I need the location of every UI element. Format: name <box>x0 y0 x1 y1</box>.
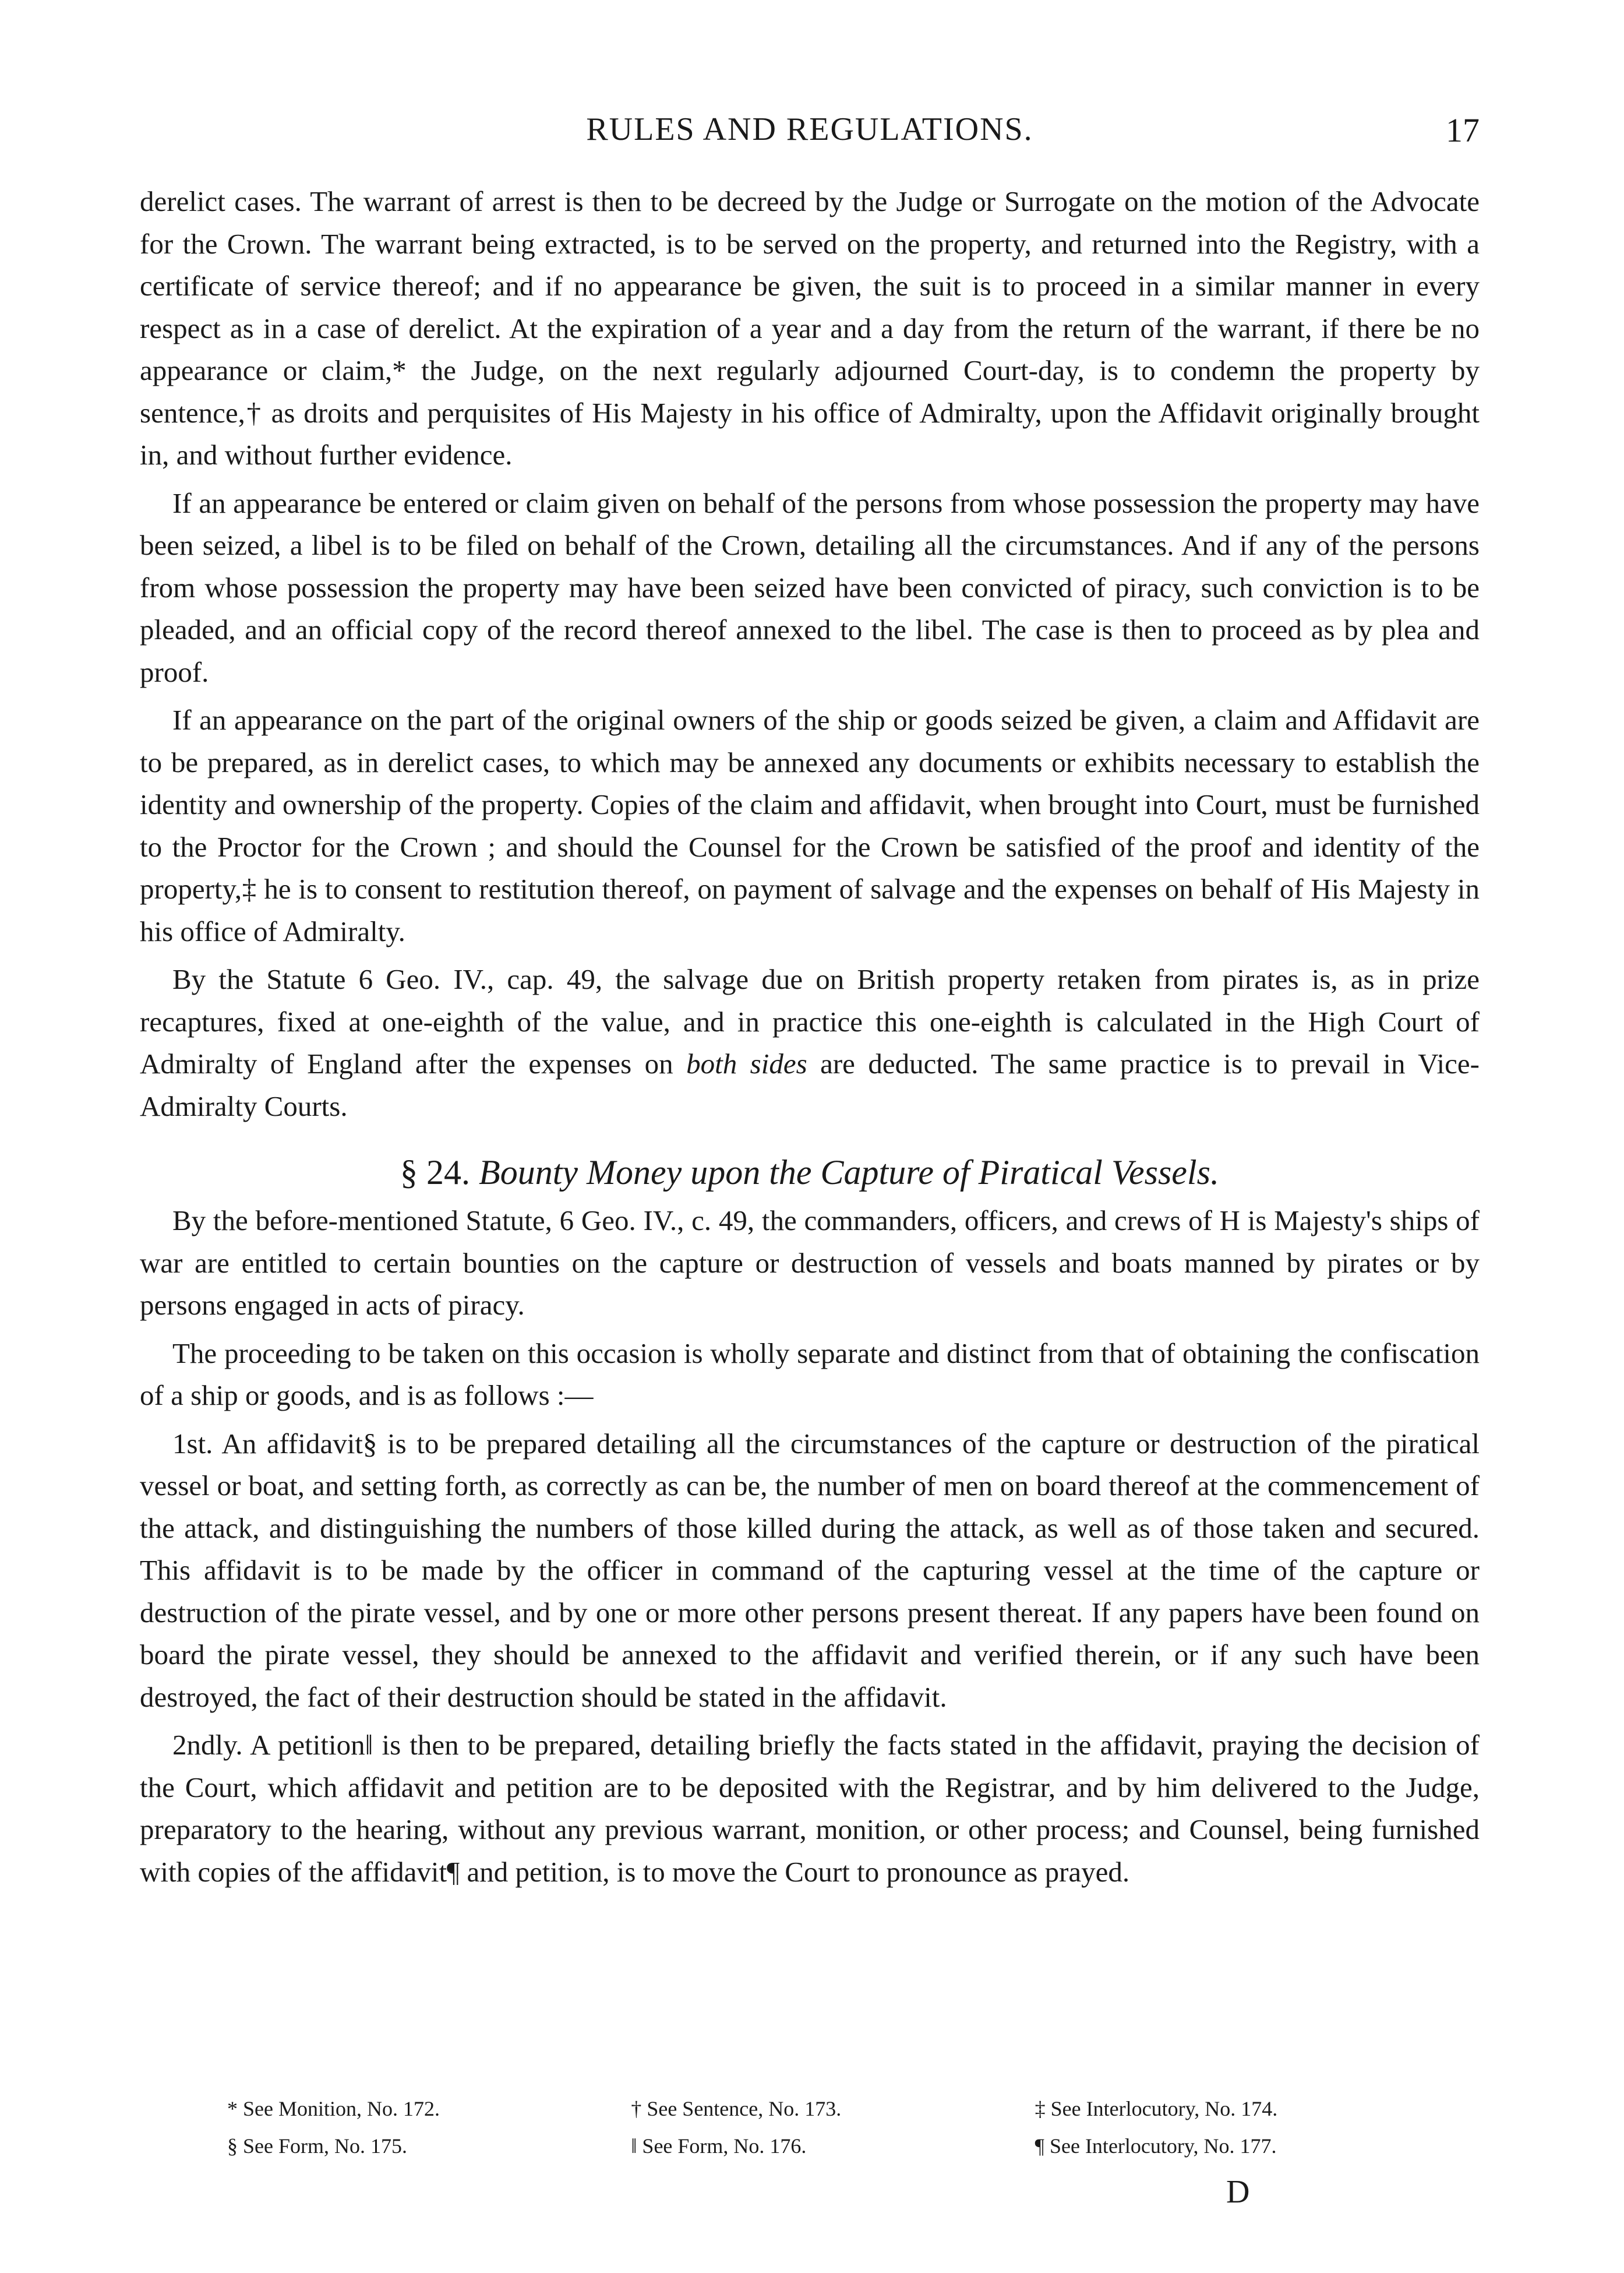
page-number: 17 <box>1446 111 1480 149</box>
paragraph-proceeding: The proceeding to be taken on this occasion is wholly separate and distinct from that of obtaining the confiscation of a ship or goods, and is as follows :— <box>140 1337 1480 1411</box>
page-header <box>140 111 1480 157</box>
paragraph-statute-bounties: By the before-mentioned Statute, 6 Geo. IV., c. 49, the commanders, officers, and crews of H is Majesty's ships of war are entitled to certain bounties on the capture or destruction of vessels and boats manned by pirates or by persons engaged in acts of piracy. <box>140 1204 1480 1321</box>
footnotes <box>227 2092 1439 2163</box>
paragraph-original-owners: If an appearance on the part of the original owners of the ship or goods seized be given, a claim and Affidavit are to be prepared, as in derelict cases, to which may be annexed any documents or exhibits necessary to establish the identity and ownership of the property. Copies of the claim and affidavit, when brought into Court, must be furnished to the Proctor for the Crown ; and should the Counsel for the Crown be satisfied of the proof and identity of the property,‡ he is to consent to restitution thereof, on payment of salvage and the expenses on behalf of His Majesty in his office of Admiralty. <box>140 704 1480 947</box>
section-number: § 24. <box>400 1153 471 1192</box>
salvage-text-start: By the Statute 6 Geo. IV., cap. 49, the salvage due on British property retaken from pirates is, as in prize recaptures, fixed at one-eighth of the value, and in practice this one-eighth is calculated in the High Court of Admiralty of England after the expenses on <box>140 963 1480 1080</box>
footnote-interlocutory-177: ¶ See Interlocutory, No. 177. <box>1035 2134 1277 2158</box>
footnote-interlocutory-174: ‡ See Interlocutory, No. 174. <box>1035 2097 1278 2120</box>
paragraph-appearance-entered: If an appearance be entered or claim given on behalf of the persons from whose possession the property may have been seized, a libel is to be filed on behalf of the Crown, detailing all the circumstances. And if any of the persons from whose possession the property may have been seized have been convicted of piracy, such conviction is to be pleaded, and an official copy of the record thereof annexed to the libel. The case is then to proceed as by plea and proof. <box>140 487 1480 688</box>
section-heading <box>140 1148 1480 1196</box>
page-body <box>140 181 1480 1899</box>
footnote-sentence: † See Sentence, No. 173. <box>631 2097 842 2120</box>
paragraph-first-affidavit: 1st. An affidavit§ is to be prepared detailing all the circumstances of the capture or destruction of the piratical vessel or boat, and setting forth, as correctly as can be, the number of men on board thereof at the commencement of the attack, and distinguishing the numbers of those killed during the attack, as well as of those taken and secured. This affidavit is to be made by the officer in command of the capturing vessel at the time of the capture or destruction of the pirate vessel, and by one or more other persons present thereat. If any papers have been found on board the pirate vessel, they should be annexed to the affidavit and verified therein, or if any such have been destroyed, the fact of their destruction should be stated in the affidavit. <box>140 1427 1480 1713</box>
paragraph-derelict-cases: derelict cases. The warrant of arrest is then to be decreed by the Judge or Surrogate on the motion of the Advocate for the Crown. The warrant being extracted, is to be served on the property, and returned into the Registry, with a certificate of service thereof; and if no appearance be given, the suit is to proceed in a similar manner in every respect as in a case of derelict. At the expiration of a year and a day from the return of the warrant, if there be no appearance or claim,* the Judge, on the next regularly adjourned Court-day, is to condemn the property by sentence,† as droits and perquisites of His Majesty in his office of Admiralty, upon the Affidavit originally brought in, and without further evidence. <box>140 185 1480 471</box>
footnote-form-175: § See Form, No. 175. <box>227 2134 407 2158</box>
footnote-monition: * See Monition, No. 172. <box>227 2097 440 2120</box>
footnote-form-176: ‖ See Form, No. 176. <box>631 2134 807 2158</box>
running-head: RULES AND REGULATIONS. <box>586 111 1033 147</box>
section-title: Bounty Money upon the Capture of Piratical Vessels. <box>479 1153 1219 1192</box>
signature-mark: D <box>1226 2174 1250 2210</box>
paragraph-salvage <box>140 958 1480 1127</box>
paragraph-second-petition: 2ndly. A petition‖ is then to be prepared, detailing briefly the facts stated in the affidavit, praying the decision of the Court, which affidavit and petition are to be deposited with the Registrar, and by him delivered to the Judge, preparatory to the hearing, without any previous warrant, monition, or other process; and Counsel, being furnished with copies of the affidavit¶ and petition, is to move the Court to pronounce as prayed. <box>140 1729 1480 1888</box>
salvage-text-end: are deducted. The same practice is to prevail in Vice-Admiralty Courts. <box>140 1048 1480 1122</box>
salvage-text-italic: both sides <box>686 1048 807 1080</box>
